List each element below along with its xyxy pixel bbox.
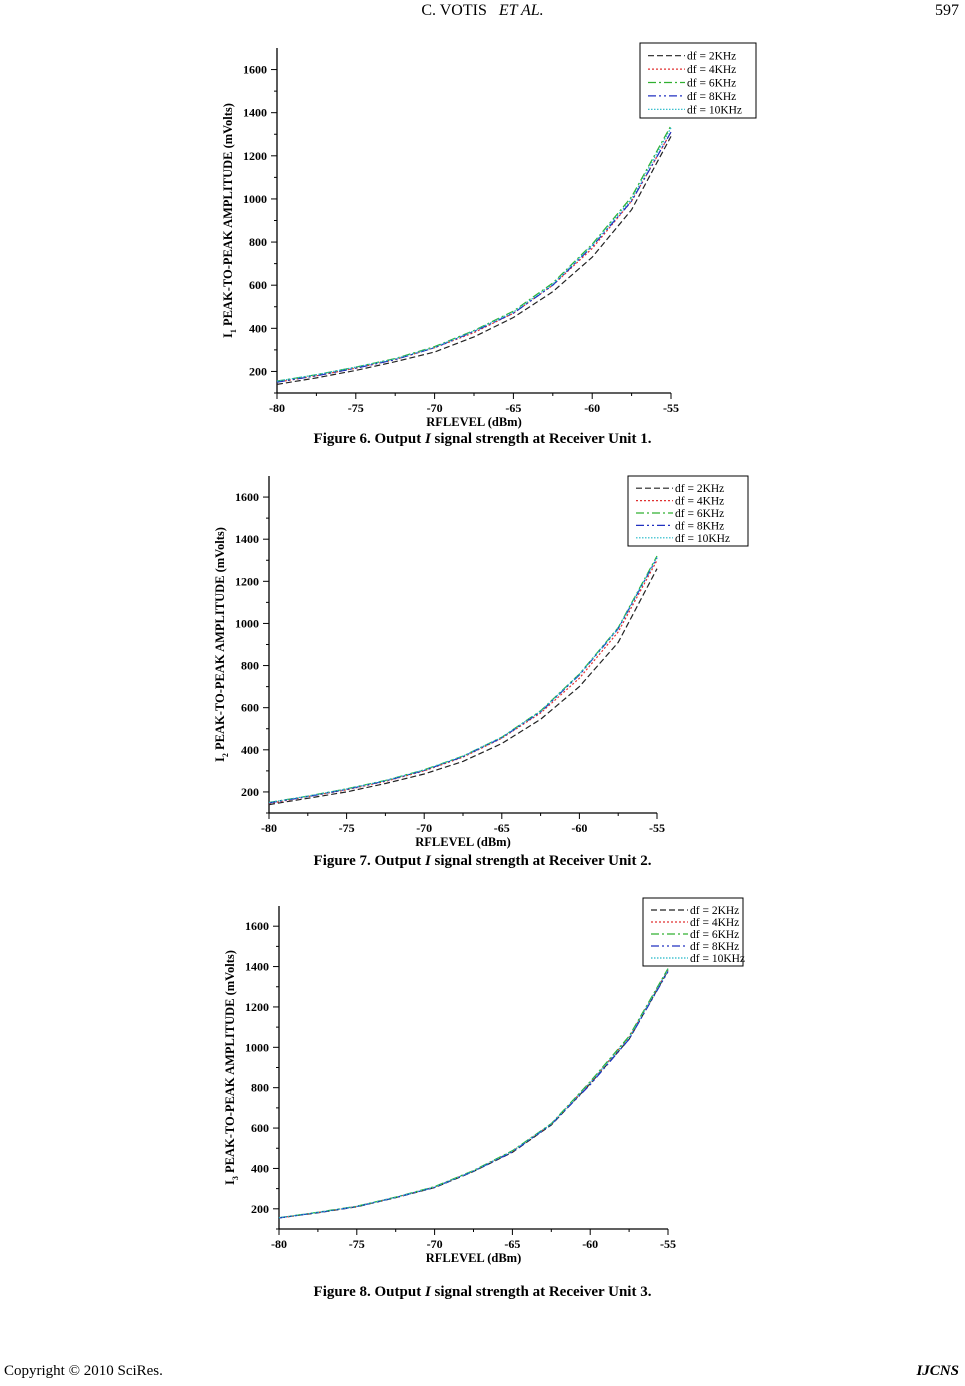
y-tick-label: 200: [241, 784, 259, 799]
x-tick-label: -75: [348, 1237, 365, 1251]
y-axis-label: $I_2$ PEAK-TO-PEAK AMPLITUDE (mVolts): [213, 527, 230, 762]
y-tick-label: 1400: [235, 532, 259, 547]
legend-label: df = 2KHz: [687, 50, 737, 63]
legend-label: df = 6KHz: [687, 77, 737, 90]
legend-label: df = 2KHz: [675, 483, 725, 496]
y-axis-label: $I_3$ PEAK-TO-PEAK AMPLITUDE (mVolts): [223, 950, 240, 1185]
x-tick-label: -75: [338, 821, 355, 835]
x-tick-label: -65: [505, 401, 522, 415]
caption-text: Figure 7. Output: [313, 853, 425, 869]
y-tick-label: 600: [241, 700, 259, 715]
y-tick-label: 1000: [243, 191, 267, 206]
y-tick-label: 400: [249, 321, 267, 336]
legend-label: df = 8KHz: [675, 520, 725, 533]
x-tick-label: -80: [261, 821, 277, 835]
legend-label: df = 4KHz: [675, 495, 725, 508]
x-tick-label: -70: [426, 401, 443, 415]
caption-italic: I: [424, 431, 431, 447]
y-tick-label: 1600: [243, 62, 267, 77]
series-line: [279, 969, 668, 1218]
y-tick-label: 200: [249, 364, 267, 379]
x-tick-label: -65: [493, 821, 510, 835]
y-tick-label: 1200: [243, 148, 267, 163]
y-tick-label: 800: [249, 235, 267, 250]
y-tick-label: 1000: [245, 1040, 269, 1055]
legend-label: df = 8KHz: [687, 90, 737, 103]
caption-text: Figure 8. Output: [313, 1284, 425, 1300]
x-axis-label: RFLEVEL (dBm): [425, 1251, 522, 1265]
caption-text: signal strength at Receiver Unit 3.: [430, 1284, 652, 1300]
y-tick-label: 800: [251, 1080, 269, 1095]
y-tick-label: 400: [251, 1161, 269, 1176]
y-tick-label: 1000: [235, 616, 259, 631]
x-tick-label: -60: [584, 401, 601, 415]
footer-copyright: Copyright © 2010 SciRes.: [4, 1363, 163, 1379]
x-tick-label: -60: [582, 1237, 599, 1251]
series-line: [279, 970, 668, 1218]
caption-italic: I: [424, 1284, 431, 1300]
y-axis-label: $I_1$ PEAK-TO-PEAK AMPLITUDE (mVolts): [221, 103, 238, 338]
caption-text: Figure 6. Output: [313, 431, 425, 447]
footer-journal: IJCNS: [916, 1363, 959, 1379]
y-tick-label: 600: [251, 1121, 269, 1136]
y-tick-label: 400: [241, 742, 259, 757]
running-head-author: C. VOTIS: [421, 2, 487, 19]
figure-8-caption: [0, 1284, 965, 1301]
x-tick-label: -70: [416, 821, 433, 835]
y-tick-label: 1200: [245, 999, 269, 1014]
legend-label: df = 10KHz: [687, 104, 743, 117]
x-tick-label: -75: [347, 401, 364, 415]
x-tick-label: -55: [660, 1237, 676, 1251]
legend-label: df = 2KHz: [690, 905, 740, 917]
x-tick-label: -70: [426, 1237, 443, 1251]
y-tick-label: 200: [251, 1201, 269, 1216]
x-tick-label: -55: [649, 821, 665, 835]
caption-text: signal strength at Receiver Unit 2.: [430, 853, 652, 869]
legend-label: df = 10KHz: [690, 953, 746, 965]
series-line: [279, 972, 668, 1218]
legend-label: df = 8KHz: [690, 941, 740, 953]
series-line: [279, 970, 668, 1218]
x-tick-label: -80: [269, 401, 285, 415]
y-tick-label: 1200: [235, 574, 259, 589]
legend-label: df = 6KHz: [675, 508, 725, 520]
y-tick-label: 1400: [245, 959, 269, 974]
caption-italic: I: [424, 853, 431, 869]
y-tick-label: 1600: [235, 490, 259, 505]
x-tick-label: -65: [504, 1237, 521, 1251]
y-tick-label: 600: [249, 278, 267, 293]
legend-label: df = 4KHz: [687, 64, 737, 77]
legend-label: df = 6KHz: [690, 929, 740, 941]
legend-label: df = 4KHz: [690, 917, 740, 929]
x-axis-label: RFLEVEL (dBm): [415, 835, 511, 849]
page-number: 597: [935, 2, 959, 19]
y-tick-label: 1400: [243, 105, 267, 120]
legend-label: df = 10KHz: [675, 532, 731, 545]
x-tick-label: -80: [271, 1237, 287, 1251]
y-tick-label: 1600: [245, 919, 269, 934]
running-head-etal: ET AL.: [498, 2, 544, 19]
x-tick-label: -60: [571, 821, 588, 835]
x-tick-label: -55: [663, 401, 679, 415]
y-tick-label: 800: [241, 658, 259, 673]
caption-text: signal strength at Receiver Unit 1.: [430, 431, 652, 447]
x-axis-label: RFLEVEL (dBm): [426, 415, 522, 429]
series-line: [279, 971, 668, 1218]
